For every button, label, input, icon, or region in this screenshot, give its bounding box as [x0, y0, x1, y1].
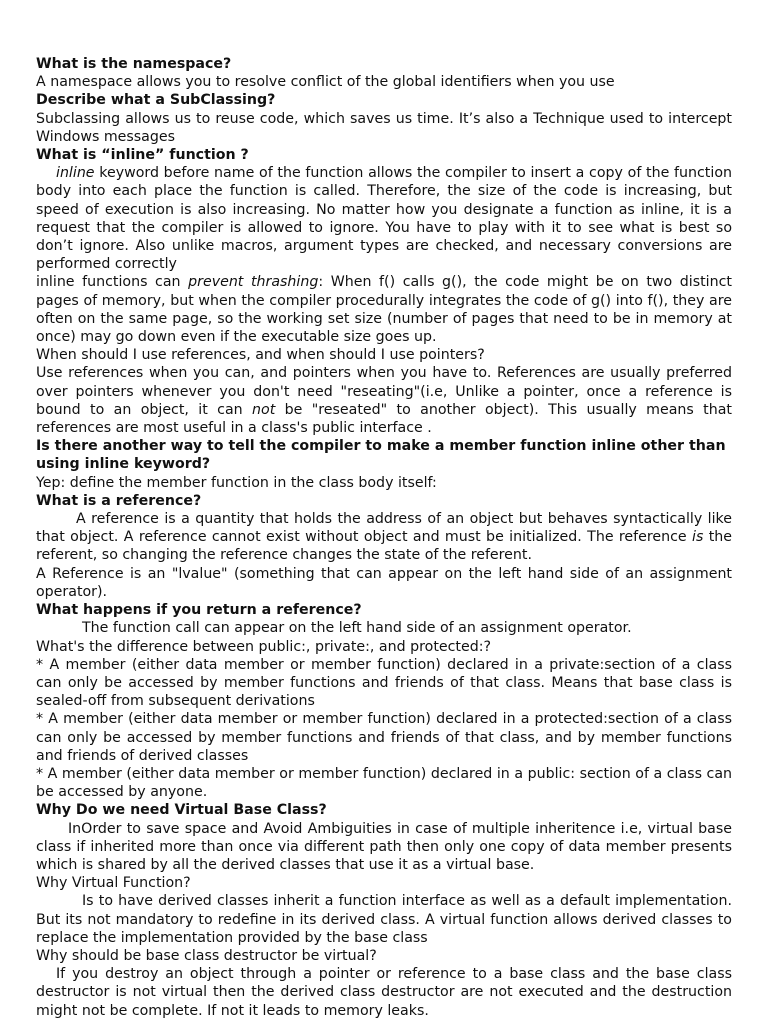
question-return-reference: What happens if you return a reference? [36, 602, 362, 619]
question-references-vs-pointers: When should I use references, and when should I use pointers? [36, 347, 485, 364]
not-emphasis: not [252, 401, 276, 418]
question-virtual-function: Why Virtual Function? [36, 875, 191, 892]
answer-virtual-base-class: InOrder to save space and Avoid Ambiguities in case of multiple inheritence i.e, virtual base class if inherited more than once via different path then only one copy of data member presents which is shared by all the derived classes that use it as a virtual base. [36, 820, 732, 873]
inline-keyword-emphasis: inline [56, 165, 95, 182]
inline-function-paragraph-2-lead: inline functions can [36, 274, 189, 291]
inline-function-paragraph-2-text: : When f() calls g(), the code might be on two distinct pages of memory, but when the compiler procedurally integrates the code of g() into f(), they are often on the same page, so the working set size (number of pages that need to be in memory at once) may go down even if the executable size goes up. [36, 274, 732, 346]
question-virtual-destructor: Why should be base class destructor be virtual? [36, 947, 377, 964]
answer-inline-function-paragraph-2 [36, 273, 732, 346]
answer-subclassing: Subclassing allows us to reuse code, which saves us time. It’s also a Technique used to intercept Windows messages [36, 110, 732, 145]
answer-inline-function-paragraph-1 [36, 164, 732, 273]
question-access-specifiers: What's the difference between public:, private:, and protected:? [36, 638, 492, 655]
prevent-thrashing-emphasis: prevent thrashing [188, 274, 319, 291]
question-inline-function: What is “inline” function ? [36, 147, 249, 164]
answer-virtual-destructor: If you destroy an object through a pointer or reference to a base class and the base class destructor is not virtual then the derived class destructor are not executed and the destruction might not be complete. If not it leads to memory leaks. [36, 966, 732, 1019]
inline-function-paragraph-1-text: keyword before name of the function allows the compiler to insert a copy of the function body into each place the function is called. Therefore, the size of the code is increasing, but speed of execution is also increasing. No matter how you designate a function as inline, it is a request that the compiler is allowed to ignore. You have to play with it to see what is best so don’t ignore. Also unlike macros, argument types are checked, and necessary conversions are performed correctly [36, 165, 732, 273]
question-reference: What is a reference? [36, 492, 202, 509]
references-answer-text-2: be "reseated" to another object). This usually means that references are most useful in a class's public interface . [36, 401, 732, 437]
answer-virtual-function: Is to have derived classes inherit a function interface as well as a default implementation. But its not mandatory to redefine in its derived class. A virtual function allows derived classes to replace the implementation provided by the base class [36, 893, 732, 946]
answer-reference-paragraph-2: A Reference is an "lvalue" (something that can appear on the left hand side of an assignment operator). [36, 565, 732, 600]
question-inline-other-way: Is there another way to tell the compiler to make a member function inline other than using inline keyword? [36, 438, 726, 473]
reference-text-1: A reference is a quantity that holds the address of an object but behaves syntactically like that object. A reference cannot exist without object and must be initialized. The reference [36, 511, 732, 546]
answer-reference-paragraph-1 [36, 510, 732, 565]
references-answer-text-1: Use references when you can, and pointers when you have to. References are usually preferred over pointers whenever you don't need "reseating"(i.e, Unlike a pointer, once a reference is bound to an object, it can [36, 365, 732, 418]
answer-protected-member: * A member (either data member or member function) declared in a protected:section of a class can only be accessed by member functions and friends of that class, and by member functions and friends of derived classes [36, 711, 732, 764]
answer-namespace: A namespace allows you to resolve conflict of the global identifiers when you use [36, 74, 615, 91]
question-subclassing: Describe what a SubClassing? [36, 92, 276, 109]
faq-document [36, 55, 732, 1020]
answer-return-reference: The function call can appear on the left hand side of an assignment operator. [82, 620, 632, 637]
is-emphasis: is [692, 529, 704, 546]
answer-inline-other-way: Yep: define the member function in the class body itself: [36, 474, 437, 491]
answer-references-vs-pointers [36, 364, 732, 437]
answer-public-member: * A member (either data member or member function) declared in a public: section of a class can be accessed by anyone. [36, 765, 732, 801]
reference-text-2: the referent, so changing the reference changes the state of the referent. [36, 529, 732, 564]
answer-private-member: * A member (either data member or member function) declared in a private:section of a class can only be accessed by member functions and friends of that class. Means that base class is sealed-off from subsequent derivations [36, 656, 732, 710]
question-virtual-base-class: Why Do we need Virtual Base Class? [36, 802, 327, 819]
question-namespace: What is the namespace? [36, 56, 232, 72]
